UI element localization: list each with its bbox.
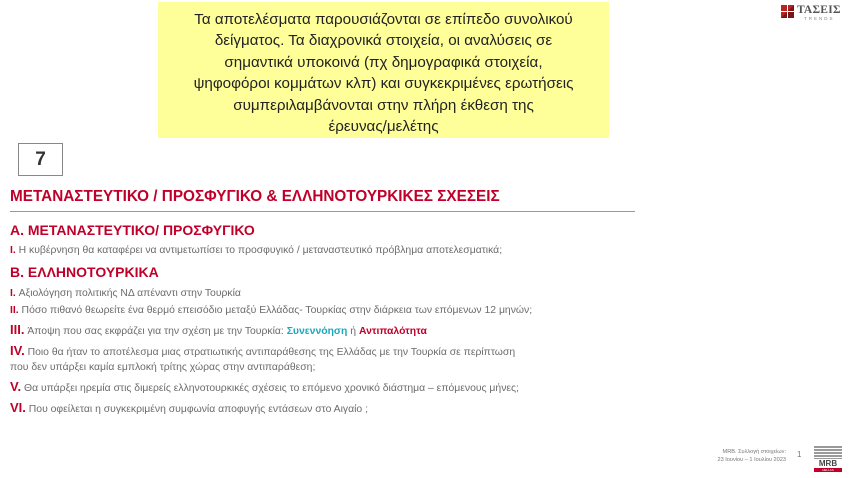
question-b5 [10, 379, 519, 394]
source-line: 23 Ιουνίου – 1 Ιουλίου 2023 [717, 457, 786, 463]
question-number: II. [10, 305, 19, 316]
question-b6 [10, 400, 368, 415]
question-b1 [10, 288, 241, 299]
question-text: Άποψη που σας εκφράζει για την σχέση με την Τουρκία: [24, 326, 287, 337]
question-number: III. [10, 322, 25, 337]
question-b3 [10, 322, 427, 337]
tasis-logo-name: ΤΑΣΕΙΣ [797, 4, 841, 16]
section-a-heading: Α. ΜΕΤΑΝΑΣΤΕΥΤΙΚΟ/ ΠΡΟΣΦΥΓΙΚΟ [10, 222, 255, 238]
title-divider [10, 211, 635, 212]
question-number: VI. [10, 400, 26, 415]
question-number: I. [10, 245, 16, 256]
question-text: Η κυβέρνηση θα καταφέρει να αντιμετωπίσει το προσφυγικό / μεταναστευτικό πρόβλημα αποτελεσματικά; [15, 245, 503, 256]
note-line: δείγματος. Τα διαχρονικά στοιχεία, οι αναλύσεις σε [214, 32, 553, 50]
note-line: έρευνας/μελέτης [328, 118, 439, 136]
note-line: ψηφοφόροι κομμάτων κλπ) και συγκεκριμένες ερωτήσεις [193, 75, 574, 93]
question-text: Που οφείλεται η συγκεκριμένη συμφωνία αποφυγής εντάσεων στο Αιγαίο ; [25, 404, 368, 415]
question-text: Ποιο θα ήταν το αποτέλεσμα μιας στρατιωτικής αντιπαράθεσης της Ελλάδας με την Τουρκία σε περίπτωση [24, 347, 516, 358]
question-text: Θα υπάρξει ηρεμία στις διμερείς ελληνοτουρκικές σχέσεις το επόμενο χρονικό διάστημα – επόμενους μήνες; [21, 383, 519, 394]
question-text-mid: ή [347, 326, 359, 337]
note-box [158, 2, 609, 138]
tasis-logo [781, 4, 845, 22]
mrb-logo [814, 445, 842, 473]
question-text: Πόσο πιθανό θεωρείτε ένα θερμό επεισόδιο μεταξύ Ελλάδας- Τουρκίας στην διάρκεια των επόμενων 12 μηνών; [18, 305, 533, 316]
section-number: 7 [18, 143, 63, 176]
mrb-logo-name: MRB [814, 459, 842, 468]
page-title: ΜΕΤΑΝΑΣΤΕΥΤΙΚΟ / ΠΡΟΣΦΥΓΙΚΟ & ΕΛΛΗΝΟΤΟΥΡΚΙΚΕΣ ΣΧΕΣΕΙΣ [10, 188, 500, 205]
question-b4 [10, 343, 515, 358]
option-rivalry: Αντιπαλότητα [358, 326, 427, 337]
page-number: 1 [797, 450, 802, 459]
question-number: I. [10, 288, 16, 299]
section-b-heading: Β. ΕΛΛΗΝΟΤΟΥΡΚΙΚΑ [10, 264, 159, 280]
question-b2 [10, 305, 532, 316]
question-number: V. [10, 379, 22, 394]
source-note [660, 448, 786, 464]
question-b4-cont: που δεν υπάρξει καμία εμπλοκή τρίτης χώρας στην αντιπαράθεση; [10, 362, 316, 373]
question-a1 [10, 245, 502, 256]
question-text: Αξιολόγηση πολιτικής ΝΔ απέναντι στην Τουρκία [15, 288, 241, 299]
tasis-logo-icon [781, 5, 794, 18]
tasis-logo-sub: TRENDS [804, 16, 835, 21]
note-line: Τα αποτελέσματα παρουσιάζονται σε επίπεδο συνολικού [194, 11, 573, 28]
note-line: σημαντικά υποκοινά (πχ δημογραφικά στοιχεία, [224, 53, 543, 71]
note-line: συμπεριλαμβάνονται στην πλήρη έκθεση της [233, 96, 534, 114]
mrb-logo-sub: HELLAS [814, 468, 842, 472]
source-line: MRB. Συλλογή στοιχείων: [722, 449, 786, 455]
question-number: IV. [10, 343, 25, 358]
option-agreement: Συνεννόηση [286, 326, 348, 337]
